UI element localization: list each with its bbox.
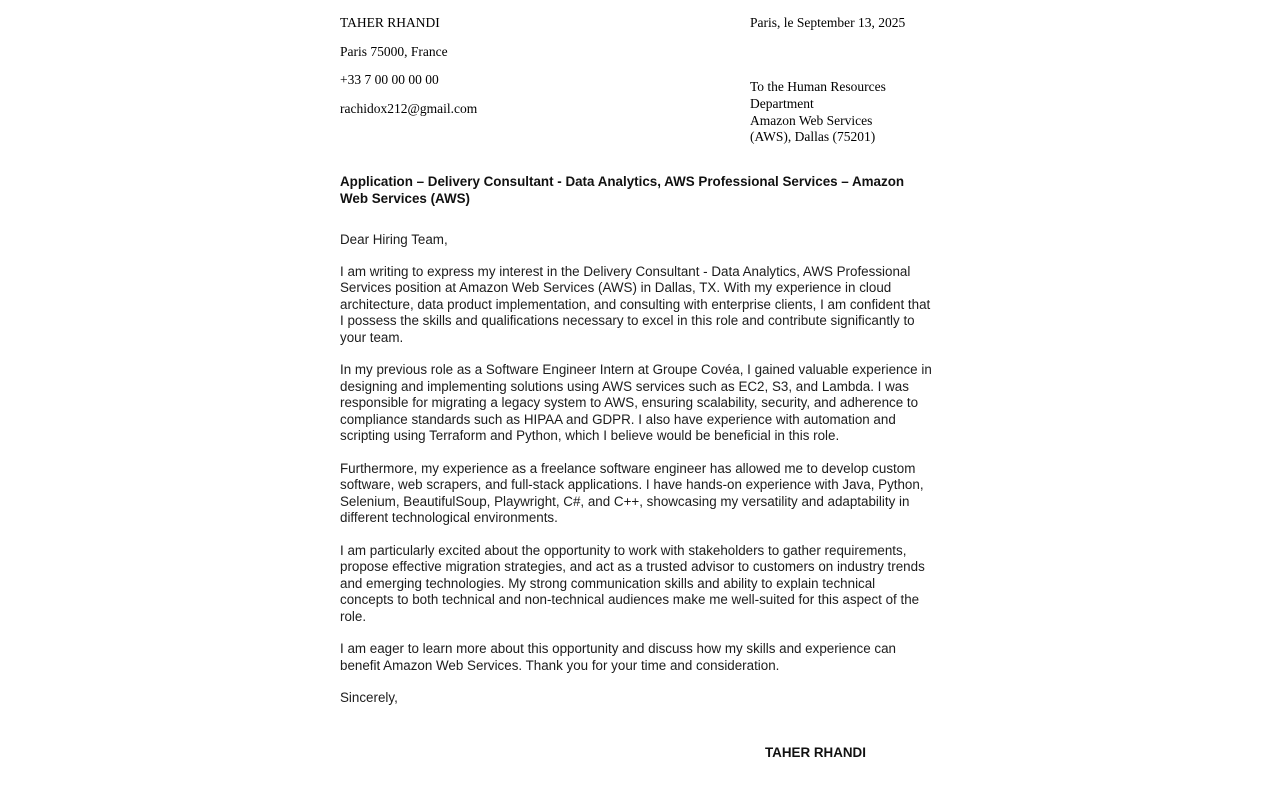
recipient-line: Amazon Web Services [750, 112, 873, 128]
sender-email: rachidox212@gmail.com [340, 100, 478, 116]
body-paragraph: I am particularly excited about the opportunity to work with stakeholders to gather requirements, propose effective migration strategies, and act as a trusted advisor to customers on industry trends and emerging technologies. My strong communication skills and ability to explain technical concepts to both technical and non-technical audiences make me well-suited for this aspect of the role. [340, 542, 925, 624]
sender-address: Paris 75000, France [340, 43, 448, 59]
closing: Sincerely, [340, 690, 398, 705]
date-line: Paris, le September 13, 2025 [750, 15, 906, 30]
body-paragraph: I am writing to express my interest in the Delivery Consultant - Data Analytics, AWS Professional Services position at Amazon Web Services (AWS) in Dallas, TX. With my experience in cloud architecture, data product implementation, and consulting with enterprise clients, I am confident that I possess the skills and qualifications necessary to excel in this role and contribute significantly to your team. [340, 263, 931, 345]
body-paragraph: In my previous role as a Software Engineer Intern at Groupe Covéa, I gained valuable experience in designing and implementing solutions using AWS services such as EC2, S3, and Lambda. I was responsible for migrating a legacy system to AWS, ensuring scalability, security, and adherence to compliance standards such as HIPAA and GDPR. I also have experience with automation and scripting using Terraform and Python, which I believe would be beneficial in this role. [340, 362, 932, 443]
recipient-line: To the Human Resources [750, 79, 886, 94]
salutation: Dear Hiring Team, [340, 232, 448, 247]
subject-line: Application – Delivery Consultant - Data Analytics, AWS Professional Services – Amazon Web Services (AWS) [340, 174, 905, 206]
sender-block [340, 9, 477, 123]
sender-name: TAHER RHANDI [340, 15, 440, 30]
body-paragraph: I am eager to learn more about this opportunity and discuss how my skills and experience can benefit Amazon Web Services. Thank you for your time and consideration. [340, 641, 897, 673]
recipient-block [750, 79, 935, 146]
recipient-line: Department [750, 95, 814, 111]
cover-letter [340, 0, 932, 800]
body-paragraph: Furthermore, my experience as a freelance software engineer has allowed me to develop custom software, web scrapers, and full-stack applications. I have hands-on experience with Java, Python, Selenium, BeautifulSoup, Playwright, C#, and C++, showcasing my versatility and adaptability in different technological environments. [340, 460, 924, 525]
sender-phone: +33 7 00 00 00 00 [340, 72, 439, 87]
letter-body [340, 174, 932, 761]
recipient-line: (AWS), Dallas (75201) [750, 129, 876, 145]
signature-name: TAHER RHANDI [765, 744, 866, 760]
